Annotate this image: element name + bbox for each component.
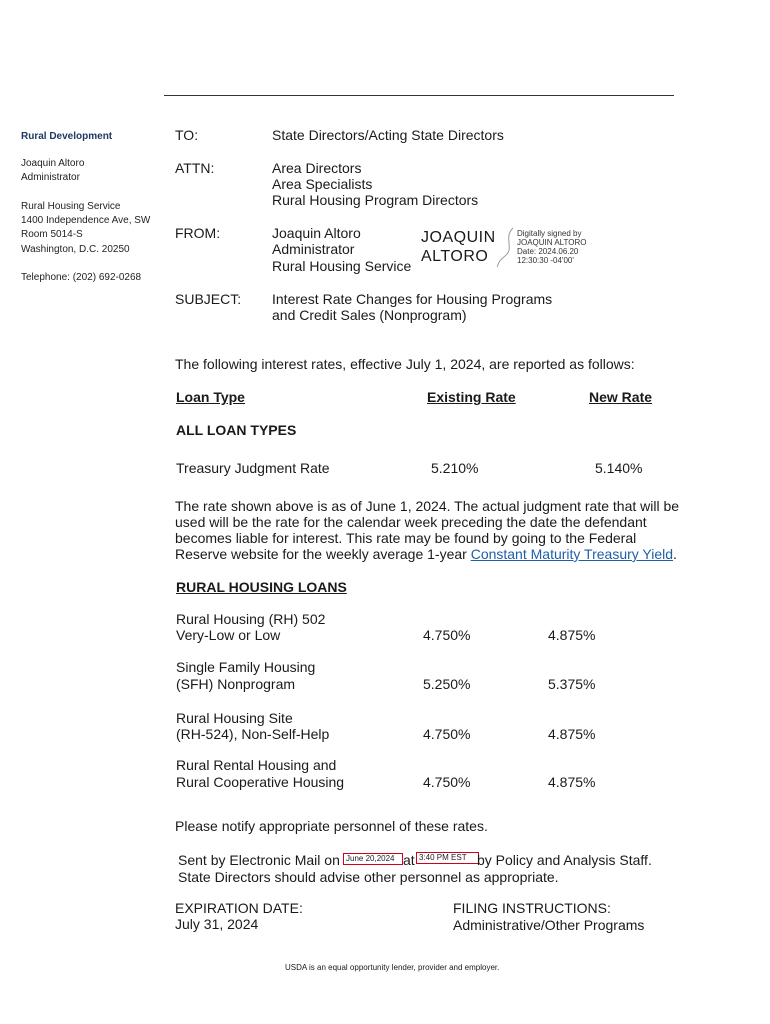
paragraph-line: The rate shown above is as of June 1, 2024. The actual judgment rate that will be xyxy=(175,498,680,514)
notify-text: Please notify appropriate personnel of these rates. xyxy=(175,818,488,834)
filing-value2: Programs xyxy=(583,917,645,933)
sfh-existing: 5.250% xyxy=(423,676,471,692)
attn-line: Rural Housing Program Directors xyxy=(272,192,479,208)
filing-value xyxy=(453,917,644,933)
rh502-existing: 4.750% xyxy=(423,627,471,643)
sidebar-title: Administrator xyxy=(21,172,80,183)
signature-name-line2: ALTORO xyxy=(421,248,489,265)
from-line: Administrator xyxy=(272,241,355,257)
rental-existing: 4.750% xyxy=(423,774,471,790)
all-loan-types-heading: ALL LOAN TYPES xyxy=(176,422,297,438)
from-label: FROM: xyxy=(175,225,221,241)
expiration-value: July 31, 2024 xyxy=(175,916,259,932)
treasury-yield-link[interactable]: Constant Maturity Treasury Yield xyxy=(470,546,674,562)
sent-prefix: Sent by Electronic Mail on xyxy=(178,852,340,868)
to-label: TO: xyxy=(175,127,199,143)
sent-line2: State Directors should advise other personnel as appropriate. xyxy=(178,869,559,885)
sidebar-address2: Room 5014-S xyxy=(21,229,83,240)
sidebar-name: Joaquin Altoro xyxy=(21,158,85,169)
subject-label: SUBJECT: xyxy=(175,291,242,307)
paragraph-suffix: . xyxy=(673,546,677,562)
signature-digital-line: JOAQUIN ALTORO xyxy=(517,238,587,247)
sent-suffix: by Policy and Analysis Staff. xyxy=(477,852,652,868)
sfh-line1: Single Family Housing xyxy=(176,659,316,675)
sent-at: at xyxy=(403,852,415,868)
header-existing-rate: Existing Rate xyxy=(427,389,516,405)
subject-line: Interest Rate Changes for Housing Programs xyxy=(272,291,553,307)
from-line: Rural Housing Service xyxy=(272,258,412,274)
rental-new: 4.875% xyxy=(548,774,596,790)
paragraph-prefix: Reserve website for the weekly average 1-year xyxy=(175,546,471,562)
paragraph-line: used will be the rate for the calendar week preceding the date the defendant xyxy=(175,514,647,530)
treasury-label: Treasury Judgment Rate xyxy=(176,460,330,476)
footer-text: USDA is an equal opportunity lender, provider and employer. xyxy=(285,963,500,972)
rental-line1: Rural Rental Housing and xyxy=(176,757,337,773)
sfh-new: 5.375% xyxy=(548,676,596,692)
sent-date-field[interactable]: June 20,2024 xyxy=(343,853,403,865)
expiration-label: EXPIRATION DATE: xyxy=(175,900,303,916)
header-rule xyxy=(164,95,674,96)
sidebar-office: Rural Housing Service xyxy=(21,201,121,212)
header-new-rate: New Rate xyxy=(589,389,653,405)
rh524-new: 4.875% xyxy=(548,726,596,742)
subject-line: and Credit Sales (Nonprogram) xyxy=(272,307,467,323)
paragraph-line-last xyxy=(175,546,677,562)
header-loan-type: Loan Type xyxy=(176,389,245,405)
sfh-line2: (SFH) Nonprogram xyxy=(176,676,296,692)
sidebar-address1: 1400 Independence Ave, SW xyxy=(21,215,151,226)
to-value: State Directors/Acting State Directors xyxy=(272,127,504,143)
intro-text: The following interest rates, effective July 1, 2024, are reported as follows: xyxy=(175,356,635,372)
filing-value1: Administrative/Other xyxy=(453,917,580,933)
treasury-existing: 5.210% xyxy=(431,460,479,476)
signature-digital-line: Date: 2024.06.20 xyxy=(517,247,579,256)
rental-line2: Rural Cooperative Housing xyxy=(176,774,345,790)
signature-curve-icon xyxy=(495,226,517,268)
rh502-line1: Rural Housing (RH) 502 xyxy=(176,611,326,627)
rh502-line2: Very-Low or Low xyxy=(176,627,281,643)
from-line: Joaquin Altoro xyxy=(272,225,361,241)
signature-digital-line: Digitally signed by xyxy=(517,229,582,238)
rh502-new: 4.875% xyxy=(548,627,596,643)
sent-time-field[interactable]: 3:40 PM EST xyxy=(416,852,479,864)
attn-line: Area Directors xyxy=(272,160,362,176)
sidebar-agency: Rural Development xyxy=(21,131,113,142)
treasury-new: 5.140% xyxy=(595,460,643,476)
sidebar-address3: Washington, D.C. 20250 xyxy=(21,244,130,255)
rh524-line1: Rural Housing Site xyxy=(176,710,293,726)
attn-line: Area Specialists xyxy=(272,176,373,192)
signature-digital-line: 12:30:30 -04'00' xyxy=(517,256,574,265)
sidebar-telephone: Telephone: (202) 692-0268 xyxy=(21,272,142,283)
rural-housing-heading: RURAL HOUSING LOANS xyxy=(176,579,347,595)
rh524-line2: (RH-524), Non-Self-Help xyxy=(176,726,330,742)
paragraph-line: becomes liable for interest. This rate may be found by going to the Federal xyxy=(175,530,637,546)
signature-name-line1: JOAQUIN xyxy=(421,229,496,246)
rh524-existing: 4.750% xyxy=(423,726,471,742)
attn-label: ATTN: xyxy=(175,160,215,176)
filing-label: FILING INSTRUCTIONS: xyxy=(453,900,611,916)
